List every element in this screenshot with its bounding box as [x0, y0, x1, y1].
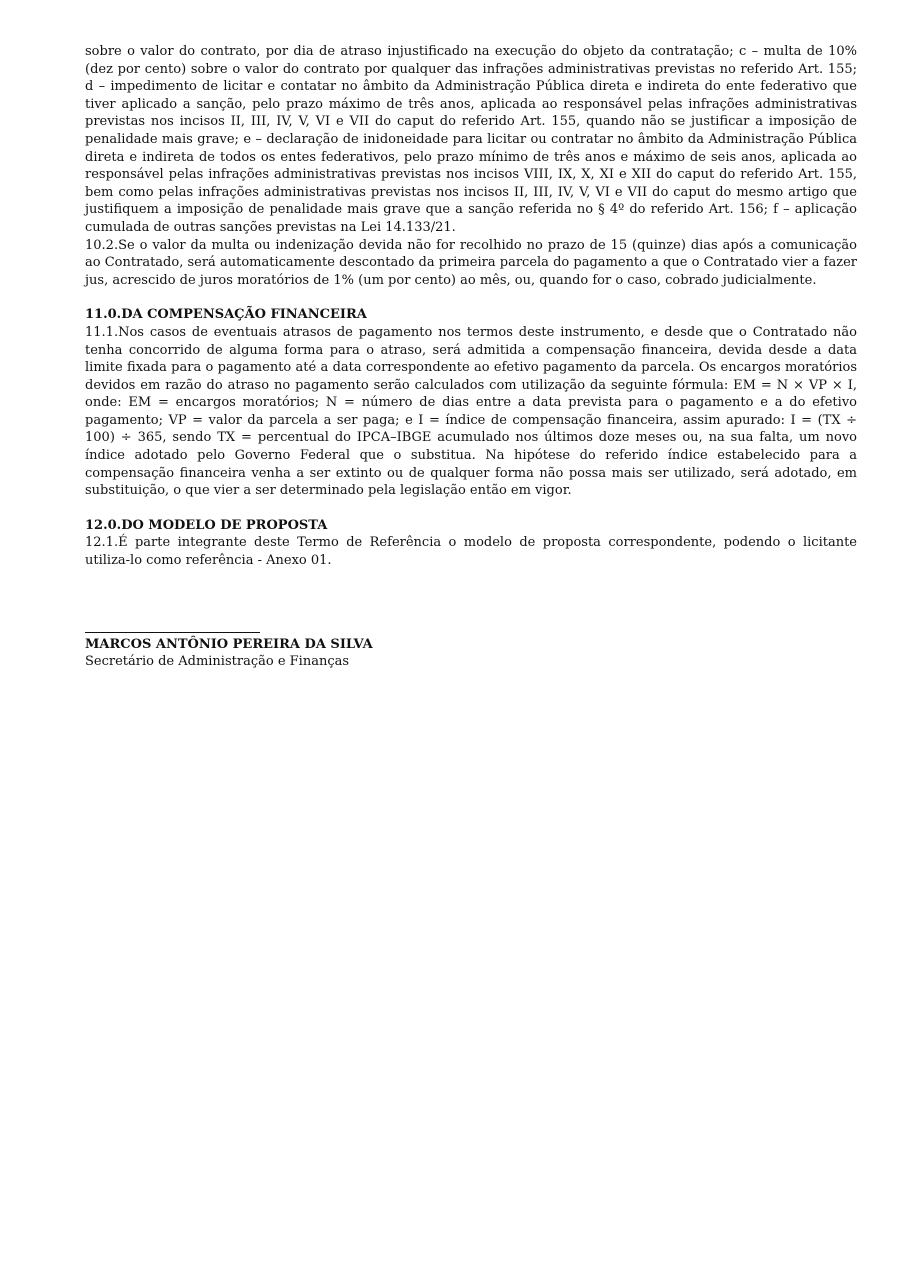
- clause-10-2-paragraph: 10.2.Se o valor da multa ou indenização devida não for recolhido no prazo de 15 (quinze) dias após a comunicação ao Contratado, será automaticamente descontado da primeira parcela do pagamento a que o Contratado vier a fazer jus, acrescido de juros moratórios de 1% (um por cento) ao mês, ou, quando for o caso, cobrado judicialmente.: [85, 237, 857, 288]
- document-page: [85, 43, 857, 671]
- signature-block: [85, 632, 857, 671]
- signer-name: MARCOS ANTÔNIO PEREIRA DA SILVA: [85, 636, 373, 652]
- signer-role: Secretário de Administração e Finanças: [85, 654, 350, 670]
- section-12-heading: 12.0.DO MODELO DE PROPOSTA: [85, 517, 328, 533]
- signature-line: [85, 632, 260, 633]
- clause-12-1-paragraph: 12.1.É parte integrante deste Termo de Referência o modelo de proposta correspondente, podendo o licitante utiliza-lo como referência - Anexo 01.: [85, 535, 857, 569]
- section-11-heading: 11.0.DA COMPENSAÇÃO FINANCEIRA: [85, 307, 367, 323]
- clause-11-1-paragraph: 11.1.Nos casos de eventuais atrasos de pagamento nos termos deste instrumento, e desde que o Contratado não tenha concorrido de alguma forma para o atraso, será admitida a compensação financeira, devida desde a data limite fixada para o pagamento até a data correspondente ao efetivo pagamento da parcela. Os encargos moratórios devidos em razão do atraso no pagamento serão calculados com utilização da seguinte fórmula: EM = N × VP × I, onde: EM = encargos moratórios; N = número de dias entre a data prevista para o pagamento e a do efetivo pagamento; VP = valor da parcela a ser paga; e I = índice de compensação financeira, assim apurado: I = (TX ÷ 100) ÷ 365, sendo TX = percentual do IPCA–IBGE acumulado nos últimos doze meses ou, na sua falta, um novo índice adotado pelo Governo Federal que o substitua. Na hipótese do referido índice estabelecido para a compensação financeira venha a ser extinto ou de qualquer forma não possa mais ser utilizado, será adotado, em substituição, o que vier a ser determinado pela legislação então em vigor.: [85, 324, 857, 499]
- sanctions-paragraph: sobre o valor do contrato, por dia de atraso injustificado na execução do objeto da contratação; c – multa de 10% (dez por cento) sobre o valor do contrato por qualquer das infrações administrativas previstas no referido Art. 155; d – impedimento de licitar e contatar no âmbito da Administração Pública direta e indireta do ente federativo que tiver aplicado a sanção, pelo prazo máximo de três anos, aplicada ao responsável pelas infrações administrativas previstas nos incisos II, III, IV, V, VI e VII do caput do referido Art. 155, quando não se justificar a imposição de penalidade mais grave; e – declaração de inidoneidade para licitar ou contratar no âmbito da Administração Pública direta e indireta de todos os entes federativos, pelo prazo mínimo de três anos e máximo de seis anos, aplicada ao responsável pelas infrações administrativas previstas nos incisos VIII, IX, X, XI e XII do caput do referido Art. 155, bem como pelas infrações administrativas previstas nos incisos II, III, IV, V, VI e VII do caput do mesmo artigo que justifiquem a imposição de penalidade mais grave que a sanção referida no § 4º do referido Art. 156; f – aplicação cumulada de outras sanções previstas na Lei 14.133/21.: [85, 44, 857, 235]
